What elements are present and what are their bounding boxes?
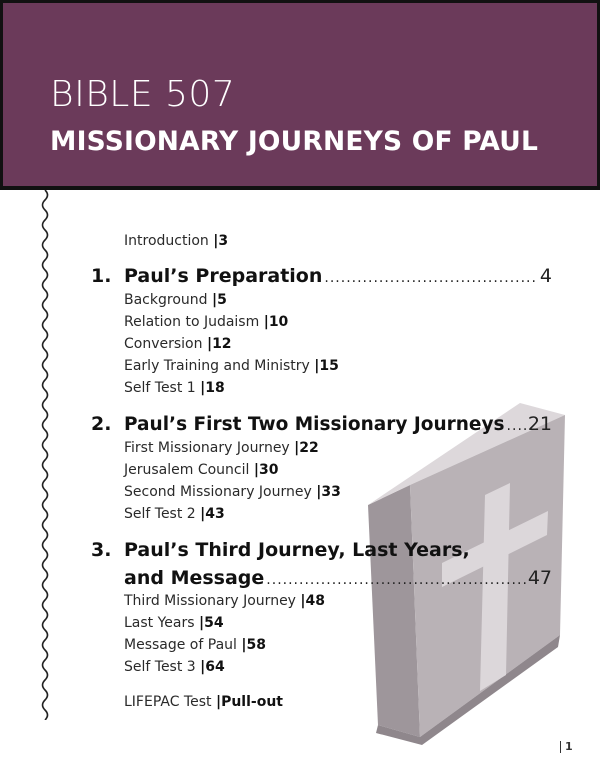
section-3-number: 3.: [91, 539, 112, 561]
course-code: BIBLE 507: [50, 74, 236, 115]
toc-item: [124, 461, 278, 479]
toc-item: [124, 313, 288, 331]
toc-item: [124, 357, 339, 375]
section-3-heading-line1: [124, 538, 552, 562]
toc-item: [124, 592, 325, 610]
unit-title: MISSIONARY JOURNEYS OF PAUL: [50, 126, 539, 157]
section-2-page: 21: [527, 413, 552, 435]
toc-item-page: |43: [200, 506, 225, 522]
page-number: 1: [560, 741, 573, 753]
toc-item-page: |12: [206, 336, 232, 352]
toc-item-label: Third Missionary Journey: [124, 593, 296, 609]
section-3-title-line1: Paul’s Third Journey, Last Years,: [124, 539, 470, 561]
toc-item-page: |5: [211, 292, 227, 308]
toc-item-page: |Pull-out: [215, 694, 283, 710]
toc-item-page: |58: [241, 637, 266, 653]
toc-item-page: |15: [314, 358, 339, 374]
toc-lifepac-test: [124, 693, 283, 711]
section-2-title: Paul’s First Two Missionary Journeys: [124, 414, 505, 435]
section-2-heading: [124, 412, 552, 438]
toc-item: [124, 379, 225, 397]
section-1-heading: [124, 264, 552, 290]
toc-item-label: Self Test 1: [124, 380, 196, 396]
toc-item-label: Self Test 2: [124, 506, 196, 522]
leader-dots: [266, 568, 526, 592]
toc-item-label: Second Missionary Journey: [124, 484, 312, 500]
section-2-number: 2.: [91, 413, 112, 435]
toc-item: [124, 335, 232, 353]
toc-item-label: Self Test 3: [124, 659, 196, 675]
toc-item-page: |64: [200, 659, 225, 675]
toc-item-page: |54: [199, 615, 224, 631]
toc-item-page: |10: [263, 314, 289, 330]
toc-item: [124, 614, 224, 632]
toc-intro: [124, 232, 228, 250]
toc-item-label: Background: [124, 292, 208, 308]
leader-dots: [507, 414, 526, 438]
toc-item: [124, 505, 225, 523]
section-3-heading-line2: [124, 566, 552, 592]
toc-item: [124, 483, 341, 501]
toc-item-label: Introduction: [124, 233, 209, 249]
toc-item-page: |22: [294, 440, 319, 456]
toc-item: [124, 658, 225, 676]
toc-item: [124, 636, 266, 654]
toc-item-page: |3: [213, 233, 229, 249]
section-1-page: 4: [539, 265, 552, 287]
toc-item-label: Message of Paul: [124, 637, 237, 653]
toc-item-page: |30: [253, 462, 279, 478]
section-3-title-line2: and Message: [124, 567, 265, 589]
toc-item: [124, 291, 227, 309]
toc-item: [124, 439, 319, 457]
section-1-number: 1.: [91, 265, 112, 287]
toc-item-label: Relation to Judaism: [124, 314, 260, 330]
toc-item-label: Jerusalem Council: [124, 462, 250, 478]
toc-item-page: |33: [316, 484, 341, 500]
toc-item-page: |18: [200, 380, 225, 396]
toc-item-label: Early Training and Ministry: [124, 358, 310, 374]
toc-item-label: Last Years: [124, 615, 195, 631]
toc-item-page: |48: [300, 593, 326, 609]
toc-item-label: LIFEPAC Test: [124, 694, 212, 710]
section-3-page: 47: [527, 567, 552, 589]
leader-dots: [324, 266, 538, 290]
toc-item-label: Conversion: [124, 336, 203, 352]
section-1-title: Paul’s Preparation: [124, 265, 323, 287]
toc-item-label: First Missionary Journey: [124, 440, 290, 456]
